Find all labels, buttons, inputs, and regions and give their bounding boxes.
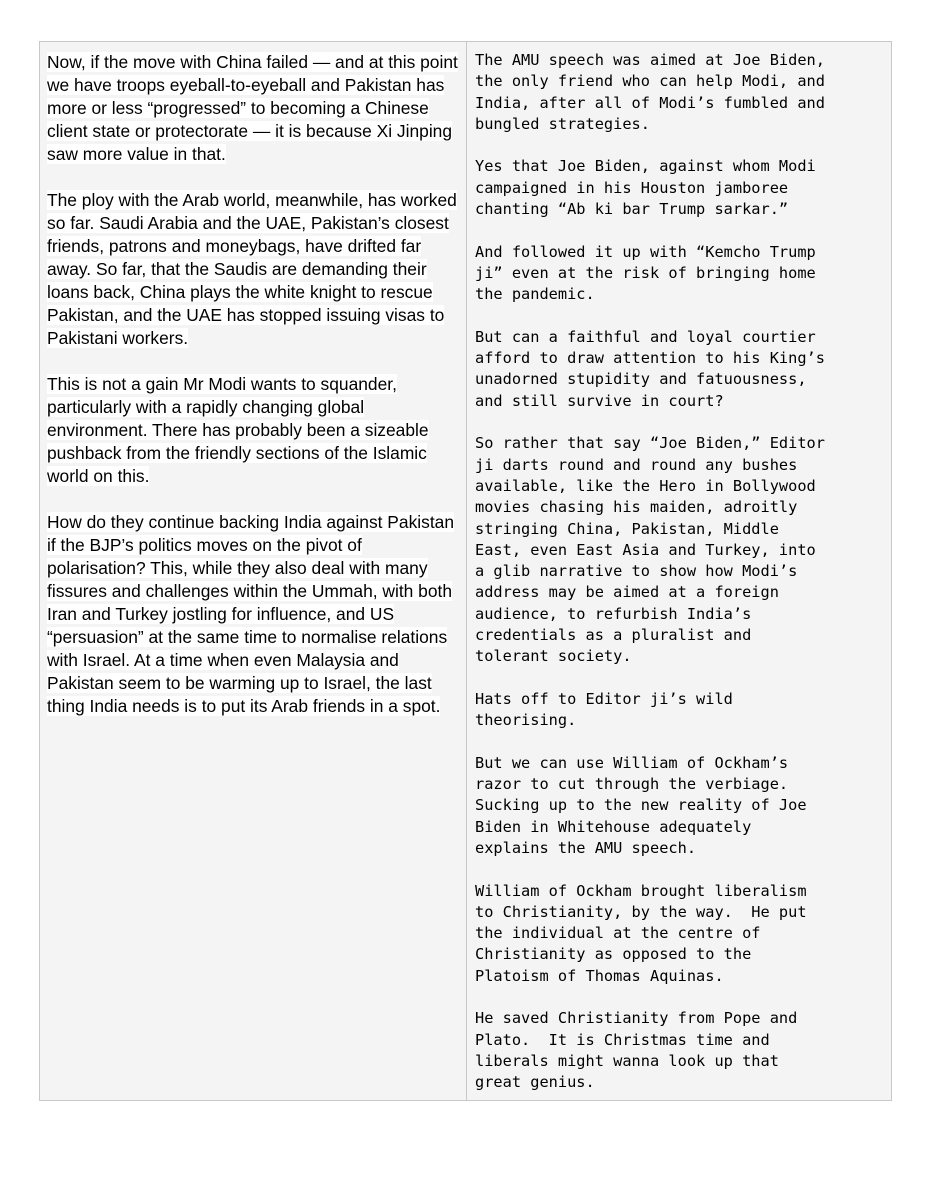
commentary-paragraph: The AMU speech was aimed at Joe Biden, the only friend who can help Modi, and India, after all of Modi’s fumbled and bungled strategies. [475, 51, 825, 133]
comment-table [39, 41, 892, 1101]
commentary-paragraph: So rather that say “Joe Biden,” Editor ji darts round and round any bushes available, like the Hero in Bollywood movies chasing his maiden, adroitly stringing China, Pakistan, Middle East, even East Asia and Turkey, into a glib narrative to show how Modi’s address may be aimed at a foreign audience, to refurbish India’s credentials as a pluralist and tolerant society. [475, 434, 825, 666]
quoted-paragraph-text: Now, if the move with China failed — and at this point we have troops eyeball-to-eyeball and Pakistan has more or less “progressed” to becoming a Chinese client state or protectorate — it is because Xi Jinping saw more value in that. [47, 52, 458, 164]
quoted-paragraph [47, 51, 460, 166]
commentary-column [467, 42, 891, 1100]
commentary-paragraph: But we can use William of Ockham’s razor to cut through the verbiage. Sucking up to the new reality of Joe Biden in Whitehouse adequately explains the AMU speech. [475, 753, 807, 857]
commentary-paragraph: He saved Christianity from Pope and Plato. It is Christmas time and liberals might wanna look up that great genius. [475, 1009, 798, 1092]
quoted-paragraph-text: How do they continue backing India against Pakistan if the BJP’s politics moves on the pivot of polarisation? This, while they also deal with many fissures and challenges within the Ummah, with both Iran and Turkey jostling for influence, and US “persuasion” at the same time to normalise relations with Israel. At a time when even Malaysia and Pakistan seem to be warming up to Israel, the last thing India needs is to put its Arab friends in a spot. [47, 512, 455, 716]
quoted-paragraph [47, 373, 460, 488]
quoted-article-column [40, 42, 467, 1100]
quoted-paragraph [47, 511, 460, 718]
quoted-paragraph-text: This is not a gain Mr Modi wants to squander, particularly with a rapidly changing global environment. There has probably been a sizeable pushback from the friendly sections of the Islamic world on this. [47, 374, 429, 486]
quoted-paragraph-text: The ploy with the Arab world, meanwhile, has worked so far. Saudi Arabia and the UAE, Pakistan’s closest friends, patrons and moneybags, have drifted far away. So far, that the Saudis are demanding their loans back, China plays the white knight to rescue Pakistan, and the UAE has stopped issuing visas to Pakistani workers. [47, 190, 457, 348]
commentary-paragraph: Yes that Joe Biden, against whom Modi campaigned in his Houston jamboree chanting “Ab ki bar Trump sarkar.” [475, 157, 816, 219]
commentary-paragraph: William of Ockham brought liberalism to Christianity, by the way. He put the individual at the centre of Christianity as opposed to the Platoism of Thomas Aquinas. [475, 881, 807, 985]
commentary-paragraph: Hats off to Editor ji’s wild theorising. [475, 689, 733, 730]
quoted-paragraph [47, 189, 460, 350]
commentary-paragraph: But can a faithful and loyal courtier afford to draw attention to his King’s unadorned stupidity and fatuousness, and still survive in court? [475, 327, 825, 410]
commentary-paragraph: And followed it up with “Kemcho Trump ji” even at the risk of bringing home the pandemic. [475, 242, 816, 304]
